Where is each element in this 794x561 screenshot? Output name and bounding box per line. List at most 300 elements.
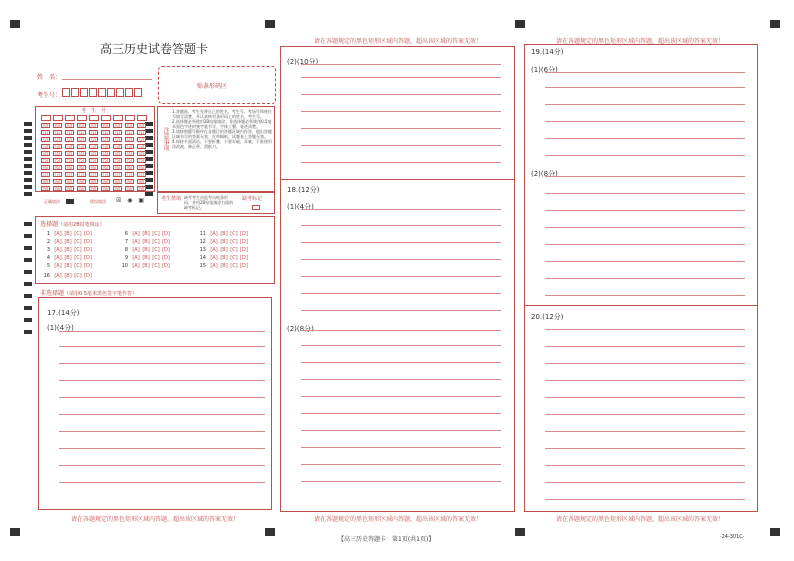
digit-bubble[interactable]: [4] — [90, 151, 97, 156]
mc-question-row[interactable] — [40, 255, 93, 261]
digit-bubble[interactable]: [0] — [78, 123, 85, 128]
writing-line — [301, 209, 501, 210]
fill-wrong-examples: ☒ ◉ ▣ — [116, 197, 147, 204]
digit-bubble[interactable]: [8] — [102, 179, 109, 184]
exam-no-box[interactable] — [125, 88, 133, 97]
exam-no-label: 考生号： — [37, 92, 62, 99]
digit-bubble[interactable]: [4] — [66, 151, 73, 156]
timing-mark — [515, 528, 525, 536]
notice-left: 请在各题规定的黑色矩形区域内答题，超出该区域的答案无效！ — [70, 516, 239, 523]
digit-bubble[interactable]: [5] — [114, 158, 121, 163]
name-label: 姓 名： — [37, 74, 62, 81]
writing-line — [301, 276, 501, 277]
mc-question-number: 7 — [124, 239, 128, 245]
footer-code: ·24-301C· — [720, 534, 745, 540]
digit-bubble[interactable]: [0] — [42, 123, 49, 128]
timing-mark — [24, 234, 32, 238]
digit-bubble[interactable]: [0] — [54, 123, 61, 128]
writing-line — [301, 242, 501, 243]
name-line[interactable] — [62, 79, 152, 80]
digit-bubble[interactable]: [7] — [66, 172, 73, 177]
digit-bubble[interactable]: [8] — [42, 179, 49, 184]
writing-line — [59, 346, 265, 347]
writing-line — [545, 499, 745, 500]
mc-question-number: 11 — [199, 231, 206, 237]
mc-option-bubble[interactable]: [B] — [64, 247, 72, 253]
student-no-write-box[interactable] — [89, 115, 99, 121]
digit-bubble[interactable]: [9] — [54, 186, 61, 191]
notes-box — [157, 106, 275, 192]
mc-option-bubble[interactable]: [B] — [142, 231, 150, 237]
digit-bubble[interactable]: [7] — [90, 172, 97, 177]
timing-mark — [265, 528, 275, 536]
digit-bubble[interactable]: [4] — [102, 151, 109, 156]
mc-option-bubble[interactable]: [D] — [240, 231, 248, 237]
timing-mark — [145, 192, 153, 196]
digit-bubble[interactable]: [6] — [114, 165, 121, 170]
writing-line — [301, 430, 501, 431]
mc-option-bubble[interactable]: [B] — [142, 239, 150, 245]
digit-bubble[interactable]: [9] — [90, 186, 97, 191]
digit-bubble[interactable]: [9] — [66, 186, 73, 191]
timing-mark — [515, 20, 525, 28]
mc-option-bubble[interactable]: [D] — [162, 255, 170, 261]
note-line-4: 4.保持卡面清洁，不要折叠、不要弄破、弄皱，不准使用涂改液、修正带、刮纸刀。 — [172, 139, 272, 149]
notice-middle-top: 请在各题规定的黑色矩形区域内答题，超出该区域的答案无效！ — [313, 38, 482, 45]
writing-line — [545, 261, 745, 262]
mc-option-bubble[interactable]: [D] — [162, 239, 170, 245]
mc-option-bubble[interactable]: [C] — [230, 247, 238, 253]
mc-option-bubble[interactable]: [D] — [162, 231, 170, 237]
barcode-area — [158, 66, 276, 104]
student-no-write-box[interactable] — [65, 115, 75, 121]
digit-bubble[interactable]: [1] — [78, 130, 85, 135]
mc-option-bubble[interactable]: [B] — [142, 263, 150, 269]
student-no-grid — [35, 106, 155, 192]
nonmc-hint: （请用0.5毫米黑色签字笔作答） — [64, 291, 137, 297]
digit-bubble[interactable]: [4] — [54, 151, 61, 156]
mc-question-row[interactable] — [118, 263, 171, 269]
mc-option-bubble[interactable]: [C] — [230, 231, 238, 237]
notes-title: 注意事项 — [162, 127, 169, 151]
timing-mark — [24, 318, 32, 322]
digit-bubble[interactable]: [0] — [126, 123, 133, 128]
writing-line — [301, 64, 501, 65]
mc-option-bubble[interactable]: [B] — [220, 247, 228, 253]
student-no-write-box[interactable] — [137, 115, 147, 121]
mc-question-row[interactable] — [40, 263, 93, 269]
mc-question-number: 6 — [124, 231, 128, 237]
mc-option-bubble[interactable]: [B] — [142, 255, 150, 261]
digit-bubble[interactable]: [5] — [66, 158, 73, 163]
mc-option-bubble[interactable]: [A] — [210, 247, 218, 253]
mc-option-bubble[interactable]: [A] — [54, 273, 62, 279]
timing-mark — [24, 246, 32, 250]
digit-bubble[interactable]: [9] — [42, 186, 49, 191]
exam-no-box[interactable] — [89, 88, 97, 97]
digit-bubble[interactable]: [2] — [78, 137, 85, 142]
writing-line — [301, 94, 501, 95]
mc-question-number: 8 — [124, 247, 128, 253]
digit-bubble[interactable]: [7] — [126, 172, 133, 177]
digit-bubble[interactable]: [1] — [42, 130, 49, 135]
writing-line — [545, 346, 745, 347]
question-19-1: (1)(6分) — [531, 66, 558, 74]
exam-no-box[interactable] — [71, 88, 79, 97]
digit-bubble[interactable]: [3] — [126, 144, 133, 149]
writing-line — [545, 72, 745, 73]
mc-option-bubble[interactable]: [C] — [74, 231, 82, 237]
digit-bubble[interactable]: [2] — [66, 137, 73, 142]
mc-question-row[interactable] — [196, 263, 249, 269]
mc-question-row[interactable] — [118, 247, 171, 253]
question-19-2: (2)(8分) — [531, 170, 558, 178]
digit-bubble[interactable]: [2] — [102, 137, 109, 142]
digit-bubble[interactable]: [1] — [66, 130, 73, 135]
digit-bubble[interactable]: [1] — [138, 130, 145, 135]
timing-mark — [10, 20, 20, 28]
digit-bubble[interactable]: [3] — [78, 144, 85, 149]
mc-option-bubble[interactable]: [C] — [74, 239, 82, 245]
digit-bubble[interactable]: [7] — [138, 172, 145, 177]
digit-bubble[interactable]: [2] — [90, 137, 97, 142]
note-line-1: 1.答题前，考生先将自己的姓名、考生号、考场号和座位号填写清楚，并认真核对条形码上的姓名、考生号。 — [172, 109, 272, 119]
mc-option-bubble[interactable]: [C] — [74, 247, 82, 253]
mc-option-bubble[interactable]: [A] — [132, 247, 140, 253]
mc-question-row[interactable] — [196, 239, 249, 245]
digit-bubble[interactable]: [5] — [78, 158, 85, 163]
writing-line — [545, 87, 745, 88]
digit-bubble[interactable]: [5] — [102, 158, 109, 163]
mc-question-row[interactable] — [118, 255, 171, 261]
exam-no-box[interactable] — [116, 88, 124, 97]
mc-question-number: 4 — [46, 255, 50, 261]
timing-mark — [24, 306, 32, 310]
mc-option-bubble[interactable]: [A] — [54, 255, 62, 261]
writing-line — [301, 464, 501, 465]
mc-option-bubble[interactable]: [D] — [84, 263, 92, 269]
digit-bubble[interactable]: [7] — [54, 172, 61, 177]
mc-question-row[interactable] — [40, 273, 93, 279]
mc-option-bubble[interactable]: [C] — [74, 255, 82, 261]
mc-option-bubble[interactable]: [C] — [74, 263, 82, 269]
digit-bubble[interactable]: [9] — [78, 186, 85, 191]
digit-bubble[interactable]: [1] — [126, 130, 133, 135]
mc-question-row[interactable] — [40, 247, 93, 253]
writing-line — [59, 431, 265, 432]
mc-question-row[interactable] — [118, 231, 171, 237]
mc-option-bubble[interactable]: [B] — [220, 255, 228, 261]
mc-option-bubble[interactable]: [D] — [240, 239, 248, 245]
writing-line — [301, 379, 501, 380]
timing-mark — [24, 129, 32, 133]
mc-option-bubble[interactable]: [A] — [210, 231, 218, 237]
digit-bubble[interactable]: [3] — [54, 144, 61, 149]
digit-bubble[interactable]: [4] — [78, 151, 85, 156]
fill-correct-label: 正确填涂 — [44, 199, 60, 204]
answer-area-middle[interactable] — [280, 46, 515, 512]
question-19: 19.(14分) — [531, 48, 564, 56]
note-line-2: 2.选择题必须使用2B铅笔填涂；非选择题必须使用0.5毫米黑色字迹的签字笔书写，字体工整、笔迹清楚。 — [172, 119, 272, 129]
mc-option-bubble[interactable]: [A] — [54, 263, 62, 269]
digit-bubble[interactable]: [0] — [138, 123, 145, 128]
mc-option-bubble[interactable]: [B] — [64, 255, 72, 261]
timing-mark — [24, 171, 32, 175]
writing-line — [545, 176, 745, 177]
digit-bubble[interactable]: [7] — [42, 172, 49, 177]
question-17: 17.(14分) — [47, 309, 80, 317]
mc-option-bubble[interactable]: [D] — [84, 255, 92, 261]
mc-option-bubble[interactable]: [B] — [64, 239, 72, 245]
writing-line — [545, 155, 745, 156]
timing-mark — [24, 164, 32, 168]
mc-option-bubble[interactable]: [A] — [132, 239, 140, 245]
digit-bubble[interactable]: [6] — [90, 165, 97, 170]
writing-line — [301, 310, 501, 311]
mc-option-bubble[interactable]: [D] — [84, 247, 92, 253]
answer-area-17[interactable] — [38, 297, 272, 510]
absent-bubble[interactable] — [252, 205, 260, 210]
digit-bubble[interactable]: [8] — [126, 179, 133, 184]
digit-bubble[interactable]: [7] — [114, 172, 121, 177]
mc-question-row[interactable] — [40, 231, 93, 237]
writing-line — [545, 329, 745, 330]
writing-line — [545, 244, 745, 245]
mc-option-bubble[interactable]: [A] — [54, 231, 62, 237]
writing-line — [545, 193, 745, 194]
mc-option-bubble[interactable]: [A] — [210, 255, 218, 261]
timing-mark — [24, 143, 32, 147]
digit-bubble[interactable]: [3] — [66, 144, 73, 149]
mc-option-bubble[interactable]: [D] — [84, 239, 92, 245]
mc-question-number: 2 — [46, 239, 50, 245]
writing-line — [59, 465, 265, 466]
writing-line — [545, 278, 745, 279]
mc-option-bubble[interactable]: [D] — [84, 273, 92, 279]
timing-mark — [24, 157, 32, 161]
digit-bubble[interactable]: [4] — [42, 151, 49, 156]
writing-line — [301, 413, 501, 414]
absent-label: 缺考标记 — [242, 196, 263, 202]
digit-bubble[interactable]: [5] — [54, 158, 61, 163]
digit-bubble[interactable]: [3] — [138, 144, 145, 149]
mc-option-bubble[interactable]: [C] — [152, 247, 160, 253]
digit-bubble[interactable]: [5] — [138, 158, 145, 163]
digit-bubble[interactable]: [5] — [90, 158, 97, 163]
mc-question-row[interactable] — [196, 255, 249, 261]
digit-bubble[interactable]: [3] — [102, 144, 109, 149]
mc-option-bubble[interactable]: [C] — [152, 231, 160, 237]
digit-bubble[interactable]: [6] — [66, 165, 73, 170]
mc-option-bubble[interactable]: [B] — [64, 231, 72, 237]
student-no-write-box[interactable] — [113, 115, 123, 121]
writing-line — [301, 162, 501, 163]
mc-option-bubble[interactable]: [D] — [162, 247, 170, 253]
mc-option-bubble[interactable]: [C] — [152, 239, 160, 245]
digit-bubble[interactable]: [2] — [54, 137, 61, 142]
mc-option-bubble[interactable]: [A] — [132, 231, 140, 237]
mc-option-bubble[interactable]: [C] — [152, 255, 160, 261]
digit-bubble[interactable]: [6] — [54, 165, 61, 170]
digit-bubble[interactable]: [8] — [78, 179, 85, 184]
digit-bubble[interactable]: [0] — [66, 123, 73, 128]
mc-option-bubble[interactable]: [B] — [64, 263, 72, 269]
section-divider — [525, 305, 757, 306]
writing-line — [301, 330, 501, 331]
digit-bubble[interactable]: [3] — [42, 144, 49, 149]
mc-option-bubble[interactable]: [C] — [152, 263, 160, 269]
mc-question-number: 10 — [121, 263, 128, 269]
mc-option-bubble[interactable]: [D] — [162, 263, 170, 269]
digit-bubble[interactable]: [6] — [102, 165, 109, 170]
confirm-text: 缺考考生由监考员贴条形码，并用2B铅笔填涂右面的缺考标记。 — [184, 195, 234, 210]
timing-mark — [24, 136, 32, 140]
digit-bubble[interactable]: [1] — [54, 130, 61, 135]
mc-question-row[interactable] — [196, 247, 249, 253]
writing-line — [301, 447, 501, 448]
student-no-write-box[interactable] — [53, 115, 63, 121]
student-no-write-box[interactable] — [101, 115, 111, 121]
answer-area-right[interactable] — [524, 44, 758, 512]
student-no-label: 考 生 号 — [81, 108, 107, 114]
digit-bubble[interactable]: [2] — [126, 137, 133, 142]
mc-question-row[interactable] — [196, 231, 249, 237]
digit-bubble[interactable]: [7] — [102, 172, 109, 177]
student-no-write-box[interactable] — [125, 115, 135, 121]
writing-line — [59, 448, 265, 449]
writing-line — [545, 210, 745, 211]
student-no-write-box[interactable] — [41, 115, 51, 121]
note-line-3: 3.请按照题号顺序在各题目的答题区域内作答，超出答题区域书写的答案无效；在草稿纸、试题卷上答题无效。 — [172, 129, 272, 139]
digit-bubble[interactable]: [5] — [126, 158, 133, 163]
mc-option-bubble[interactable]: [B] — [220, 231, 228, 237]
exam-no-box[interactable] — [107, 88, 115, 97]
mc-option-bubble[interactable]: [B] — [64, 273, 72, 279]
timing-mark — [24, 122, 32, 126]
writing-line — [301, 128, 501, 129]
digit-bubble[interactable]: [5] — [42, 158, 49, 163]
notice-right-bottom: 请在各题规定的黑色矩形区域内答题，超出该区域的答案无效！ — [555, 516, 724, 523]
digit-bubble[interactable]: [9] — [126, 186, 133, 191]
mc-question-row[interactable] — [118, 239, 171, 245]
digit-bubble[interactable]: [6] — [126, 165, 133, 170]
writing-line — [545, 363, 745, 364]
timing-mark — [24, 258, 32, 262]
mc-option-bubble[interactable]: [C] — [230, 255, 238, 261]
mc-option-bubble[interactable]: [A] — [210, 263, 218, 269]
mc-option-bubble[interactable]: [C] — [230, 263, 238, 269]
mc-question-number: 13 — [199, 247, 206, 253]
digit-bubble[interactable]: [6] — [138, 165, 145, 170]
digit-bubble[interactable]: [4] — [126, 151, 133, 156]
digit-bubble[interactable]: [8] — [114, 179, 121, 184]
mc-option-bubble[interactable]: [C] — [230, 239, 238, 245]
digit-bubble[interactable]: [3] — [90, 144, 97, 149]
mc-option-bubble[interactable]: [A] — [54, 239, 62, 245]
writing-line — [59, 363, 265, 364]
mc-option-bubble[interactable]: [B] — [220, 239, 228, 245]
digit-bubble[interactable]: [4] — [114, 151, 121, 156]
section-divider — [281, 179, 514, 180]
mc-option-bubble[interactable]: [A] — [132, 255, 140, 261]
digit-bubble[interactable]: [9] — [102, 186, 109, 191]
exam-no-box[interactable] — [80, 88, 88, 97]
timing-mark — [24, 178, 32, 182]
writing-line — [545, 104, 745, 105]
digit-bubble[interactable]: [1] — [102, 130, 109, 135]
digit-bubble[interactable]: [0] — [102, 123, 109, 128]
mc-option-bubble[interactable]: [D] — [84, 231, 92, 237]
mc-box — [35, 216, 275, 284]
mc-option-bubble[interactable]: [C] — [74, 273, 82, 279]
question-17-2: (2)(10分) — [287, 58, 319, 66]
mc-option-bubble[interactable]: [D] — [240, 263, 248, 269]
nonmc-title: 非选择题 — [40, 290, 65, 297]
digit-bubble[interactable]: [8] — [138, 179, 145, 184]
digit-bubble[interactable]: [2] — [114, 137, 121, 142]
exam-no-box[interactable] — [62, 88, 70, 97]
mc-question-number: 3 — [46, 247, 50, 253]
timing-mark — [770, 20, 780, 28]
digit-bubble[interactable]: [1] — [90, 130, 97, 135]
exam-no-box[interactable] — [134, 88, 142, 97]
mc-option-bubble[interactable]: [A] — [54, 247, 62, 253]
fill-correct-bubble — [66, 199, 74, 204]
timing-mark — [24, 222, 32, 226]
mc-question-number: 9 — [124, 255, 128, 261]
digit-bubble[interactable]: [8] — [66, 179, 73, 184]
question-18: 18.(12分) — [287, 186, 320, 194]
digit-bubble[interactable]: [0] — [90, 123, 97, 128]
mc-hint: （请用2B铅笔填涂） — [58, 222, 105, 228]
writing-line — [301, 225, 501, 226]
digit-bubble[interactable]: [3] — [114, 144, 121, 149]
notice-right-top: 请在各题规定的黑色矩形区域内答题，超出该区域的答案无效！ — [555, 38, 724, 45]
digit-bubble[interactable]: [9] — [114, 186, 121, 191]
digit-bubble[interactable]: [8] — [54, 179, 61, 184]
student-no-write-box[interactable] — [77, 115, 87, 121]
mc-option-bubble[interactable]: [B] — [220, 263, 228, 269]
barcode-label: 贴条形码区 — [197, 83, 228, 90]
digit-bubble[interactable]: [8] — [90, 179, 97, 184]
mc-option-bubble[interactable]: [B] — [142, 247, 150, 253]
digit-bubble[interactable]: [2] — [138, 137, 145, 142]
digit-bubble[interactable]: [7] — [78, 172, 85, 177]
digit-bubble[interactable]: [1] — [114, 130, 121, 135]
digit-bubble[interactable]: [2] — [42, 137, 49, 142]
writing-line — [545, 465, 745, 466]
writing-line — [545, 448, 745, 449]
exam-no-box[interactable] — [98, 88, 106, 97]
timing-mark — [24, 270, 32, 274]
digit-bubble[interactable]: [6] — [78, 165, 85, 170]
mc-option-bubble[interactable]: [D] — [240, 247, 248, 253]
timing-mark — [265, 20, 275, 28]
digit-bubble[interactable]: [6] — [42, 165, 49, 170]
mc-option-bubble[interactable]: [A] — [132, 263, 140, 269]
timing-mark — [24, 150, 32, 154]
writing-line — [545, 482, 745, 483]
mc-option-bubble[interactable]: [D] — [240, 255, 248, 261]
timing-mark — [24, 192, 32, 196]
mc-option-bubble[interactable]: [A] — [210, 239, 218, 245]
digit-bubble[interactable]: [9] — [138, 186, 145, 191]
timing-mark — [770, 528, 780, 536]
digit-bubble[interactable]: [4] — [138, 151, 145, 156]
writing-line — [59, 397, 265, 398]
mc-question-row[interactable] — [40, 239, 93, 245]
digit-bubble[interactable]: [0] — [114, 123, 121, 128]
